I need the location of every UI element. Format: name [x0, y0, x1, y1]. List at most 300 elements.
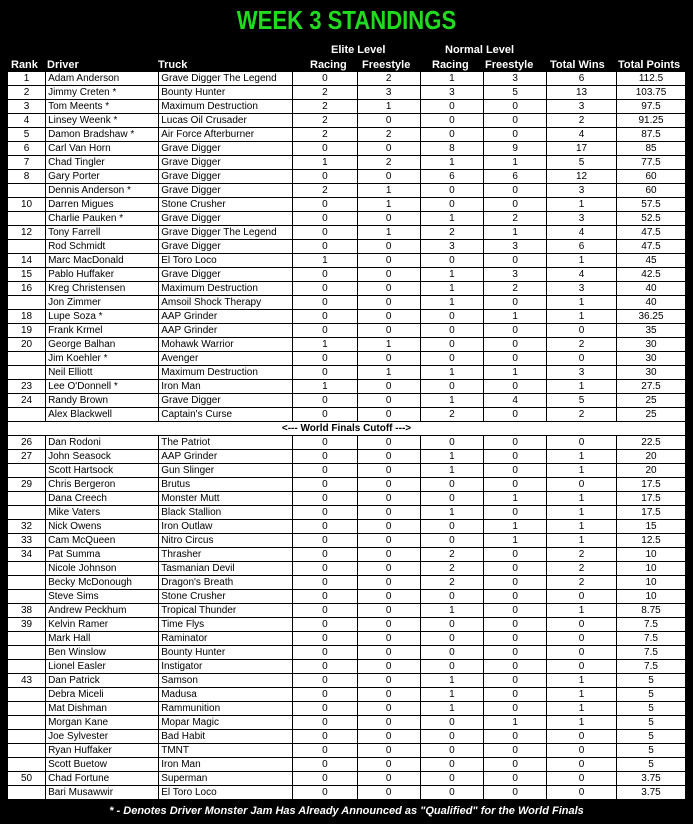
cell-total-wins: 1 [547, 506, 617, 520]
cell-elite-racing: 0 [292, 772, 357, 786]
cell-elite-freestyle: 0 [357, 730, 420, 744]
cell-total-points: 3.75 [617, 772, 686, 786]
cell-truck: Nitro Circus [159, 534, 293, 548]
cell-truck: Superman [159, 772, 293, 786]
cell-total-points: 30 [617, 352, 686, 366]
cell-total-wins: 1 [547, 198, 617, 212]
cell-total-points: 42.5 [617, 268, 686, 282]
cell-elite-racing: 0 [292, 520, 357, 534]
cell-elite-freestyle: 0 [357, 310, 420, 324]
cell-elite-racing: 0 [292, 352, 357, 366]
cell-total-wins: 1 [547, 534, 617, 548]
cell-normal-freestyle: 0 [484, 296, 547, 310]
cell-normal-racing: 0 [420, 352, 484, 366]
cell-elite-freestyle: 0 [357, 562, 420, 576]
cell-elite-racing: 0 [292, 170, 357, 184]
cell-driver: Rod Schmidt [46, 240, 159, 254]
cell-driver: Chris Bergeron [46, 478, 159, 492]
cell-elite-racing: 0 [292, 590, 357, 604]
column-headers [0, 40, 693, 70]
cell-total-wins: 0 [547, 660, 617, 674]
cell-elite-racing: 0 [292, 226, 357, 240]
cell-total-points: 10 [617, 576, 686, 590]
cell-rank: 39 [8, 618, 46, 632]
cell-elite-freestyle: 0 [357, 688, 420, 702]
cell-normal-freestyle: 1 [484, 520, 547, 534]
cell-truck: Stone Crusher [159, 590, 293, 604]
cell-normal-freestyle: 0 [484, 436, 547, 450]
cell-total-wins: 0 [547, 352, 617, 366]
cell-driver: Tom Meents * [46, 100, 159, 114]
cell-total-wins: 3 [547, 212, 617, 226]
cell-rank [8, 352, 46, 366]
table-row [8, 604, 686, 618]
cell-total-wins: 3 [547, 184, 617, 198]
cell-normal-freestyle: 1 [484, 366, 547, 380]
cell-rank: 1 [8, 72, 46, 86]
cell-elite-racing: 2 [292, 100, 357, 114]
cell-total-points: 5 [617, 674, 686, 688]
cell-elite-racing: 2 [292, 128, 357, 142]
table-row [8, 366, 686, 380]
cell-truck: Instigator [159, 660, 293, 674]
cell-total-wins: 1 [547, 296, 617, 310]
cell-elite-racing: 0 [292, 212, 357, 226]
cell-total-wins: 1 [547, 702, 617, 716]
cell-rank [8, 744, 46, 758]
cell-driver: Nick Owens [46, 520, 159, 534]
cell-elite-racing: 0 [292, 534, 357, 548]
cell-truck: Iron Outlaw [159, 520, 293, 534]
cell-normal-freestyle: 0 [484, 338, 547, 352]
cell-truck: Iron Man [159, 758, 293, 772]
cell-normal-racing: 0 [420, 114, 484, 128]
cell-truck: Mohawk Warrior [159, 338, 293, 352]
cell-total-wins: 3 [547, 100, 617, 114]
header-total-wins: Total Wins [550, 59, 605, 71]
cell-total-wins: 3 [547, 282, 617, 296]
cell-normal-racing: 1 [420, 268, 484, 282]
cell-elite-racing: 0 [292, 394, 357, 408]
cell-truck: Grave Digger The Legend [159, 226, 293, 240]
cell-rank [8, 702, 46, 716]
cell-rank [8, 646, 46, 660]
cell-elite-racing: 0 [292, 744, 357, 758]
cell-rank: 50 [8, 772, 46, 786]
table-row [8, 268, 686, 282]
cell-normal-freestyle: 0 [484, 604, 547, 618]
cell-normal-racing: 1 [420, 702, 484, 716]
cell-normal-freestyle: 0 [484, 646, 547, 660]
cell-elite-racing: 1 [292, 338, 357, 352]
cell-truck: Grave Digger [159, 240, 293, 254]
table-row [8, 72, 686, 86]
cell-elite-freestyle: 0 [357, 212, 420, 226]
cell-elite-racing: 0 [292, 660, 357, 674]
cell-normal-freestyle: 0 [484, 324, 547, 338]
cell-total-points: 77.5 [617, 156, 686, 170]
cell-total-points: 87.5 [617, 128, 686, 142]
cell-elite-racing: 0 [292, 282, 357, 296]
table-row [8, 408, 686, 422]
cell-truck: The Patriot [159, 436, 293, 450]
header-normal-level: Normal Level [445, 44, 515, 56]
table-row [8, 212, 686, 226]
cell-driver: Pat Summa [46, 548, 159, 562]
cell-truck: Grave Digger [159, 170, 293, 184]
cell-normal-racing: 0 [420, 100, 484, 114]
cell-truck: Bounty Hunter [159, 646, 293, 660]
cell-total-points: 7.5 [617, 646, 686, 660]
cell-normal-racing: 0 [420, 534, 484, 548]
cell-truck: Monster Mutt [159, 492, 293, 506]
cell-truck: Tropical Thunder [159, 604, 293, 618]
cell-total-points: 47.5 [617, 226, 686, 240]
cell-total-points: 17.5 [617, 506, 686, 520]
table-row [8, 632, 686, 646]
cell-normal-racing: 2 [420, 576, 484, 590]
table-row [8, 254, 686, 268]
cell-total-wins: 0 [547, 646, 617, 660]
cell-truck: Gun Slinger [159, 464, 293, 478]
cell-driver: Morgan Kane [46, 716, 159, 730]
cell-total-wins: 12 [547, 170, 617, 184]
cell-driver: Gary Porter [46, 170, 159, 184]
cell-total-points: 103.75 [617, 86, 686, 100]
cell-elite-racing: 0 [292, 688, 357, 702]
cell-elite-racing: 0 [292, 604, 357, 618]
table-row [8, 590, 686, 604]
cell-elite-freestyle: 0 [357, 394, 420, 408]
cell-truck: Rammunition [159, 702, 293, 716]
cell-normal-racing: 0 [420, 772, 484, 786]
cell-elite-freestyle: 0 [357, 282, 420, 296]
cell-elite-freestyle: 1 [357, 338, 420, 352]
cell-driver: Randy Brown [46, 394, 159, 408]
cell-normal-racing: 1 [420, 282, 484, 296]
cell-rank: 8 [8, 170, 46, 184]
cell-total-wins: 1 [547, 520, 617, 534]
cell-total-wins: 2 [547, 548, 617, 562]
cell-total-wins: 4 [547, 226, 617, 240]
cell-rank: 7 [8, 156, 46, 170]
cell-total-wins: 2 [547, 562, 617, 576]
cell-total-points: 3.75 [617, 786, 686, 800]
cell-elite-racing: 0 [292, 674, 357, 688]
header-driver: Driver [47, 59, 79, 71]
table-row [8, 380, 686, 394]
cell-elite-freestyle: 0 [357, 408, 420, 422]
cell-rank [8, 240, 46, 254]
cell-elite-freestyle: 1 [357, 184, 420, 198]
cell-truck: Grave Digger [159, 268, 293, 282]
world-finals-cutoff-label: <--- World Finals Cutoff ---> [8, 422, 686, 436]
cell-truck: Brutus [159, 478, 293, 492]
cell-rank: 34 [8, 548, 46, 562]
cell-normal-freestyle: 2 [484, 212, 547, 226]
cell-total-wins: 0 [547, 786, 617, 800]
cell-truck: Thrasher [159, 548, 293, 562]
table-row [8, 618, 686, 632]
cell-normal-freestyle: 0 [484, 618, 547, 632]
cell-rank [8, 786, 46, 800]
cell-total-wins: 0 [547, 772, 617, 786]
cell-truck: TMNT [159, 744, 293, 758]
cell-rank: 27 [8, 450, 46, 464]
cell-elite-racing: 0 [292, 142, 357, 156]
cell-elite-freestyle: 0 [357, 632, 420, 646]
cell-elite-racing: 0 [292, 324, 357, 338]
cell-total-points: 60 [617, 170, 686, 184]
cell-truck: Raminator [159, 632, 293, 646]
table-row [8, 198, 686, 212]
cell-elite-racing: 0 [292, 632, 357, 646]
cell-rank: 43 [8, 674, 46, 688]
cell-rank [8, 212, 46, 226]
cell-total-wins: 0 [547, 632, 617, 646]
cell-normal-freestyle: 1 [484, 534, 547, 548]
cell-driver: Dana Creech [46, 492, 159, 506]
cell-truck: Stone Crusher [159, 198, 293, 212]
table-row [8, 786, 686, 800]
cell-elite-racing: 0 [292, 268, 357, 282]
cell-elite-racing: 1 [292, 254, 357, 268]
cell-rank [8, 688, 46, 702]
cell-elite-freestyle: 2 [357, 128, 420, 142]
cell-driver: Damon Bradshaw * [46, 128, 159, 142]
cell-normal-racing: 2 [420, 226, 484, 240]
cell-normal-freestyle: 0 [484, 632, 547, 646]
cell-rank: 24 [8, 394, 46, 408]
cell-driver: Frank Krmel [46, 324, 159, 338]
table-row [8, 338, 686, 352]
cell-driver: George Balhan [46, 338, 159, 352]
cell-normal-racing: 6 [420, 170, 484, 184]
cell-normal-racing: 0 [420, 310, 484, 324]
cell-truck: Captain's Curse [159, 408, 293, 422]
table-row [8, 170, 686, 184]
cell-normal-racing: 0 [420, 324, 484, 338]
cell-elite-racing: 2 [292, 184, 357, 198]
cell-total-points: 8.75 [617, 604, 686, 618]
cell-normal-freestyle: 4 [484, 394, 547, 408]
table-row [8, 156, 686, 170]
cell-normal-freestyle: 0 [484, 408, 547, 422]
cell-normal-racing: 0 [420, 254, 484, 268]
cell-total-points: 25 [617, 394, 686, 408]
cell-elite-freestyle: 0 [357, 324, 420, 338]
cell-total-points: 5 [617, 688, 686, 702]
cell-normal-racing: 1 [420, 506, 484, 520]
cell-driver: Mark Hall [46, 632, 159, 646]
cell-rank [8, 408, 46, 422]
table-row [8, 240, 686, 254]
cell-total-wins: 13 [547, 86, 617, 100]
cell-total-wins: 1 [547, 492, 617, 506]
cell-normal-racing: 0 [420, 338, 484, 352]
cell-truck: Avenger [159, 352, 293, 366]
table-row [8, 772, 686, 786]
cell-rank [8, 506, 46, 520]
cell-truck: Air Force Afterburner [159, 128, 293, 142]
cell-elite-freestyle: 0 [357, 618, 420, 632]
cell-rank: 15 [8, 268, 46, 282]
table-row [8, 576, 686, 590]
cell-normal-racing: 0 [420, 618, 484, 632]
cell-total-wins: 1 [547, 254, 617, 268]
table-row [8, 506, 686, 520]
cell-total-points: 7.5 [617, 660, 686, 674]
cell-total-wins: 0 [547, 758, 617, 772]
cell-normal-freestyle: 3 [484, 72, 547, 86]
cell-truck: Amsoil Shock Therapy [159, 296, 293, 310]
cell-elite-racing: 0 [292, 618, 357, 632]
cell-total-points: 5 [617, 702, 686, 716]
table-row [8, 660, 686, 674]
cell-driver: Carl Van Horn [46, 142, 159, 156]
cell-rank: 16 [8, 282, 46, 296]
cell-total-wins: 2 [547, 576, 617, 590]
cell-driver: Mike Vaters [46, 506, 159, 520]
cell-normal-racing: 0 [420, 590, 484, 604]
cell-normal-freestyle: 0 [484, 380, 547, 394]
cell-normal-freestyle: 0 [484, 730, 547, 744]
cell-normal-freestyle: 0 [484, 128, 547, 142]
cell-elite-freestyle: 1 [357, 366, 420, 380]
cell-driver: Linsey Weenk * [46, 114, 159, 128]
table-row [8, 548, 686, 562]
cell-driver: Cam McQueen [46, 534, 159, 548]
cell-truck: Mopar Magic [159, 716, 293, 730]
cell-total-points: 52.5 [617, 212, 686, 226]
cell-normal-freestyle: 0 [484, 464, 547, 478]
cell-elite-racing: 0 [292, 478, 357, 492]
cell-truck: AAP Grinder [159, 450, 293, 464]
cell-elite-freestyle: 0 [357, 436, 420, 450]
cell-total-points: 17.5 [617, 478, 686, 492]
cell-normal-racing: 1 [420, 366, 484, 380]
cell-truck: Grave Digger [159, 212, 293, 226]
cell-normal-racing: 1 [420, 464, 484, 478]
cell-driver: Chad Fortune [46, 772, 159, 786]
header-rank: Rank [11, 59, 38, 71]
table-row [8, 478, 686, 492]
cell-elite-freestyle: 0 [357, 492, 420, 506]
cell-driver: Jon Zimmer [46, 296, 159, 310]
cell-normal-freestyle: 0 [484, 548, 547, 562]
cell-total-points: 36.25 [617, 310, 686, 324]
cell-driver: Becky McDonough [46, 576, 159, 590]
cell-total-wins: 0 [547, 478, 617, 492]
cell-elite-freestyle: 0 [357, 534, 420, 548]
cell-rank: 38 [8, 604, 46, 618]
cell-total-points: 5 [617, 730, 686, 744]
cell-total-points: 5 [617, 744, 686, 758]
cell-normal-racing: 2 [420, 562, 484, 576]
cell-total-wins: 0 [547, 618, 617, 632]
cell-elite-racing: 0 [292, 576, 357, 590]
cell-total-wins: 5 [547, 156, 617, 170]
cell-elite-racing: 2 [292, 114, 357, 128]
cell-driver: Neil Elliott [46, 366, 159, 380]
cell-normal-freestyle: 0 [484, 772, 547, 786]
cell-truck: Iron Man [159, 380, 293, 394]
table-row [8, 758, 686, 772]
cell-total-wins: 1 [547, 450, 617, 464]
cell-total-points: 47.5 [617, 240, 686, 254]
cell-truck: Grave Digger [159, 156, 293, 170]
cell-normal-freestyle: 0 [484, 674, 547, 688]
cell-total-points: 40 [617, 296, 686, 310]
cell-truck: Maximum Destruction [159, 100, 293, 114]
header-truck: Truck [158, 59, 188, 71]
cell-driver: Pablo Huffaker [46, 268, 159, 282]
cell-total-points: 40 [617, 282, 686, 296]
cell-total-wins: 6 [547, 240, 617, 254]
cell-driver: Jim Koehler * [46, 352, 159, 366]
cell-normal-freestyle: 0 [484, 478, 547, 492]
cell-rank: 2 [8, 86, 46, 100]
cell-normal-freestyle: 0 [484, 352, 547, 366]
cell-normal-freestyle: 1 [484, 310, 547, 324]
cell-normal-freestyle: 0 [484, 660, 547, 674]
cell-elite-freestyle: 0 [357, 520, 420, 534]
cell-driver: Lee O'Donnell * [46, 380, 159, 394]
cell-total-wins: 1 [547, 716, 617, 730]
cell-elite-racing: 0 [292, 786, 357, 800]
table-row [8, 324, 686, 338]
cell-truck: Maximum Destruction [159, 366, 293, 380]
cell-normal-freestyle: 3 [484, 268, 547, 282]
cell-elite-freestyle: 0 [357, 660, 420, 674]
cell-elite-freestyle: 0 [357, 464, 420, 478]
cell-total-wins: 0 [547, 324, 617, 338]
cell-rank [8, 562, 46, 576]
cell-normal-racing: 1 [420, 212, 484, 226]
cell-elite-racing: 0 [292, 702, 357, 716]
cell-normal-racing: 2 [420, 548, 484, 562]
cell-normal-racing: 3 [420, 240, 484, 254]
cell-driver: Scott Hartsock [46, 464, 159, 478]
cell-normal-freestyle: 1 [484, 156, 547, 170]
cell-normal-racing: 0 [420, 128, 484, 142]
cell-truck: Grave Digger [159, 142, 293, 156]
cell-truck: Tasmanian Devil [159, 562, 293, 576]
table-row [8, 128, 686, 142]
cell-elite-freestyle: 0 [357, 296, 420, 310]
cell-normal-racing: 0 [420, 730, 484, 744]
cell-elite-freestyle: 1 [357, 198, 420, 212]
cell-rank: 23 [8, 380, 46, 394]
table-row [8, 730, 686, 744]
table-row [8, 226, 686, 240]
cell-total-points: 57.5 [617, 198, 686, 212]
cell-total-points: 10 [617, 590, 686, 604]
table-row [8, 492, 686, 506]
cell-normal-freestyle: 0 [484, 254, 547, 268]
cell-normal-freestyle: 0 [484, 100, 547, 114]
cell-normal-racing: 1 [420, 296, 484, 310]
cell-rank [8, 758, 46, 772]
cell-total-points: 7.5 [617, 632, 686, 646]
world-finals-cutoff-row [8, 422, 686, 436]
header-elite-racing: Racing [310, 59, 347, 71]
cell-rank: 18 [8, 310, 46, 324]
cell-rank: 29 [8, 478, 46, 492]
cell-rank: 6 [8, 142, 46, 156]
table-row [8, 184, 686, 198]
cell-rank [8, 590, 46, 604]
